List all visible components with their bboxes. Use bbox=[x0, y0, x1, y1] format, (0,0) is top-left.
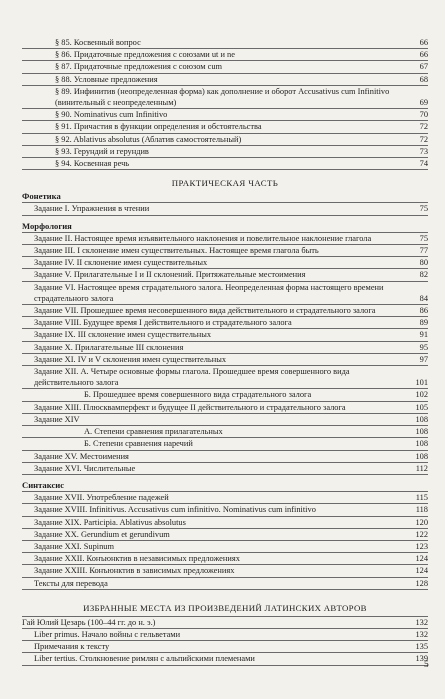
toc-entry[interactable] bbox=[22, 517, 428, 529]
toc-entry[interactable] bbox=[22, 578, 428, 590]
toc-entry-page: 101 bbox=[415, 378, 428, 388]
toc-entry-page: 132 bbox=[415, 617, 428, 627]
toc-entry[interactable] bbox=[22, 257, 428, 269]
toc-entry-page: 72 bbox=[419, 134, 428, 144]
toc-entry-text: Задание XXIII. Конъюнктив в зависимых предложениях bbox=[34, 566, 235, 576]
toc-entry-page: 123 bbox=[415, 541, 428, 551]
toc-entry-text: Задание XVII. Употребление падежей bbox=[34, 493, 169, 503]
toc-entry[interactable] bbox=[22, 37, 428, 49]
toc-entry-text: § 87. Придаточные предложения с союзом cum bbox=[55, 62, 223, 72]
toc-entry-text: Задание V. Прилагательные I и II склонений. Притяжательные местоимения bbox=[34, 270, 306, 280]
toc-entry-text: Задание VIII. Будущее время I действительного и страдательного залога bbox=[34, 318, 292, 328]
toc-entry-text: Задание XX. Gerundium et gerundivum bbox=[34, 529, 170, 539]
toc-entry[interactable] bbox=[22, 49, 428, 61]
toc-entry[interactable] bbox=[22, 121, 428, 133]
toc-entry-page: 122 bbox=[415, 529, 428, 539]
toc-entry[interactable] bbox=[22, 61, 428, 73]
toc-entry-text: Задание VI. Настоящее время страдательного залога. Неопределенная форма настоящего времени страдательного залога bbox=[34, 282, 384, 303]
toc-entry-text: Задание XVI. Числительные bbox=[34, 463, 136, 473]
toc-entry-text: Задание XV. Местоимения bbox=[34, 451, 129, 461]
toc-entry[interactable] bbox=[22, 305, 428, 317]
toc-entry[interactable] bbox=[22, 565, 428, 577]
toc-entry-page: 84 bbox=[419, 293, 428, 303]
phonetics-heading: Фонетика bbox=[22, 191, 428, 203]
toc-entry[interactable] bbox=[22, 629, 428, 641]
toc-entry-page: 91 bbox=[419, 330, 428, 340]
toc-entry-page: 97 bbox=[419, 354, 428, 364]
toc-entry-page: 72 bbox=[419, 122, 428, 132]
toc-entry-page: 75 bbox=[419, 204, 428, 214]
selected-passages-title: ИЗБРАННЫЕ МЕСТА ИЗ ПРОИЗВЕДЕНИЙ ЛАТИНСКИХ АВТОРОВ bbox=[83, 602, 367, 613]
toc-entry[interactable] bbox=[22, 402, 428, 414]
page-number: 5 bbox=[424, 660, 429, 670]
toc-entry-page: 108 bbox=[415, 439, 428, 449]
table-of-contents bbox=[22, 37, 428, 666]
toc-entry-page: 66 bbox=[419, 50, 428, 60]
toc-entry-page: 108 bbox=[415, 414, 428, 424]
toc-entry[interactable] bbox=[22, 426, 428, 438]
toc-entry-page: 86 bbox=[419, 306, 428, 316]
toc-entry-text: Задание IV. II склонение имен существительных bbox=[34, 258, 208, 268]
toc-entry-text: Задание XIX. Participia. Ablativus absolutus bbox=[34, 517, 186, 527]
toc-entry-page: 75 bbox=[419, 233, 428, 243]
toc-entry[interactable] bbox=[22, 653, 428, 665]
toc-entry[interactable] bbox=[22, 366, 428, 389]
toc-entry-page: 89 bbox=[419, 318, 428, 328]
toc-entry-page: 70 bbox=[419, 110, 428, 120]
toc-entry-text: Задание III. I склонение имен существительных. Настоящее время глагола быть bbox=[34, 246, 319, 256]
toc-entry[interactable] bbox=[22, 158, 428, 170]
toc-entry-page: 139 bbox=[415, 654, 428, 664]
toc-entry-page: 95 bbox=[419, 342, 428, 352]
toc-entry-page: 124 bbox=[415, 554, 428, 564]
toc-entry-page: 102 bbox=[415, 390, 428, 400]
toc-entry-text: § 94. Косвенная речь bbox=[55, 159, 130, 169]
toc-entry[interactable] bbox=[22, 282, 428, 305]
toc-entry-text: § 90. Nominativus cum Infinitivo bbox=[55, 110, 168, 120]
toc-entry-text: Задание II. Настоящее время изъявительного наклонения и повелительное наклонение глагола bbox=[34, 233, 372, 243]
toc-entry-page: 67 bbox=[419, 62, 428, 72]
toc-entry-page: 80 bbox=[419, 258, 428, 268]
toc-entry-page: 124 bbox=[415, 566, 428, 576]
toc-entry-text: Задание XIV bbox=[34, 414, 80, 424]
toc-entry-page: 108 bbox=[415, 451, 428, 461]
toc-entry[interactable] bbox=[22, 134, 428, 146]
toc-entry-text: Задание XI. IV и V склонения имен существительных bbox=[34, 354, 227, 364]
toc-entry-text: § 86. Придаточные предложения с союзами ut и ne bbox=[55, 50, 235, 60]
toc-entry-text: Liber tertius. Столкновение римлян с альпийскими племенами bbox=[34, 654, 255, 664]
toc-entry-text: Задание XXI. Supinum bbox=[34, 541, 114, 551]
toc-entry[interactable] bbox=[22, 463, 428, 475]
toc-entry[interactable] bbox=[22, 342, 428, 354]
toc-entry[interactable] bbox=[22, 354, 428, 366]
toc-entry-page: 66 bbox=[419, 38, 428, 47]
toc-entry[interactable] bbox=[22, 317, 428, 329]
toc-entry-text: Задание IX. III склонение имен существительных bbox=[34, 330, 212, 340]
toc-entry[interactable] bbox=[22, 203, 428, 215]
toc-entry[interactable] bbox=[22, 389, 428, 401]
toc-entry[interactable] bbox=[22, 414, 428, 426]
toc-entry-text: Гай Юлий Цезарь (100–44 гг. до н. э.) bbox=[22, 617, 156, 627]
toc-entry[interactable] bbox=[22, 529, 428, 541]
toc-entry-text: § 88. Условные предложения bbox=[55, 74, 158, 84]
toc-entry-page: 105 bbox=[415, 402, 428, 412]
toc-entry-text: § 92. Ablativus absolutus (Аблатив самостоятельный) bbox=[55, 134, 242, 144]
toc-entry[interactable] bbox=[22, 245, 428, 257]
toc-entry-text: Примечания к тексту bbox=[34, 642, 110, 652]
toc-entry-page: 112 bbox=[415, 463, 428, 473]
morphology-heading: Морфология bbox=[22, 221, 428, 233]
toc-entry-page: 74 bbox=[419, 159, 428, 169]
toc-entry[interactable] bbox=[22, 269, 428, 281]
toc-entry[interactable] bbox=[22, 233, 428, 245]
toc-entry-text: Задание XVIII. Infinitivus. Accusativus cum infinitivo. Nominativus cum infinitivo bbox=[34, 505, 316, 515]
toc-entry-page: 82 bbox=[419, 270, 428, 280]
toc-entry[interactable] bbox=[22, 541, 428, 553]
toc-entry-page: 132 bbox=[415, 629, 428, 639]
toc-entry[interactable] bbox=[22, 86, 428, 109]
toc-entry-text: § 93. Герундий и герундив bbox=[55, 146, 149, 156]
toc-entry[interactable] bbox=[22, 146, 428, 158]
toc-entry-page: 69 bbox=[419, 98, 428, 108]
toc-entry[interactable] bbox=[22, 438, 428, 450]
toc-entry[interactable] bbox=[22, 553, 428, 565]
toc-entry-page: 108 bbox=[415, 427, 428, 437]
toc-entry-text: Тексты для перевода bbox=[34, 578, 108, 588]
toc-entry-text: Задание XIII. Плюсквамперфект и будущее II действительного и страдательного залога bbox=[34, 402, 346, 412]
toc-entry[interactable] bbox=[22, 74, 428, 86]
toc-entry-text: Liber primus. Начало войны с гельветами bbox=[34, 629, 181, 639]
toc-entry-text: А. Степени сравнения прилагательных bbox=[84, 427, 223, 437]
toc-entry-text: Задание X. Прилагательные III склонения bbox=[34, 342, 184, 352]
toc-entry[interactable] bbox=[22, 617, 428, 629]
toc-entry[interactable] bbox=[22, 641, 428, 653]
toc-entry-page: 115 bbox=[415, 493, 428, 503]
toc-entry-text: § 85. Косвенный вопрос bbox=[55, 38, 141, 47]
toc-entry-text: Б. Прошедшее время совершенного вида страдательного залога bbox=[84, 390, 312, 400]
toc-entry-text: Задание VII. Прошедшее время несовершенного вида действительного и страдательного залога bbox=[34, 306, 376, 316]
toc-entry-text: Задание XXII. Конъюнктив в независимых предложениях bbox=[34, 554, 240, 564]
toc-entry[interactable] bbox=[22, 504, 428, 516]
toc-entry[interactable] bbox=[22, 451, 428, 463]
toc-entry-page: 128 bbox=[415, 578, 428, 588]
toc-entry[interactable] bbox=[22, 492, 428, 504]
toc-entry-page: 77 bbox=[419, 246, 428, 256]
toc-entry-text: Задание I. Упражнения в чтении bbox=[34, 204, 150, 214]
toc-entry-text: § 89. Инфинитив (неопределенная форма) как дополнение и оборот Accusativus cum Infinitivo (винительный с неопределенным) bbox=[55, 86, 390, 108]
toc-entry[interactable] bbox=[22, 109, 428, 121]
toc-entry-page: 73 bbox=[419, 146, 428, 156]
toc-entry[interactable] bbox=[22, 329, 428, 341]
syntax-heading: Синтаксис bbox=[22, 480, 428, 492]
toc-entry-page: 135 bbox=[415, 642, 428, 652]
toc-entry-page: 120 bbox=[415, 517, 428, 527]
toc-entry-text: § 91. Причастия в функции определения и обстоятельства bbox=[55, 122, 262, 132]
toc-entry-page: 118 bbox=[415, 505, 428, 515]
practical-part-title: ПРАКТИЧЕСКАЯ ЧАСТЬ bbox=[171, 178, 279, 189]
toc-entry-text: Б. Степени сравнения наречий bbox=[84, 439, 193, 449]
toc-entry-page: 68 bbox=[419, 74, 428, 84]
toc-entry-text: Задание XII. А. Четыре основные формы глагола. Прошедшее время совершенного вида действительного залога bbox=[34, 367, 350, 388]
